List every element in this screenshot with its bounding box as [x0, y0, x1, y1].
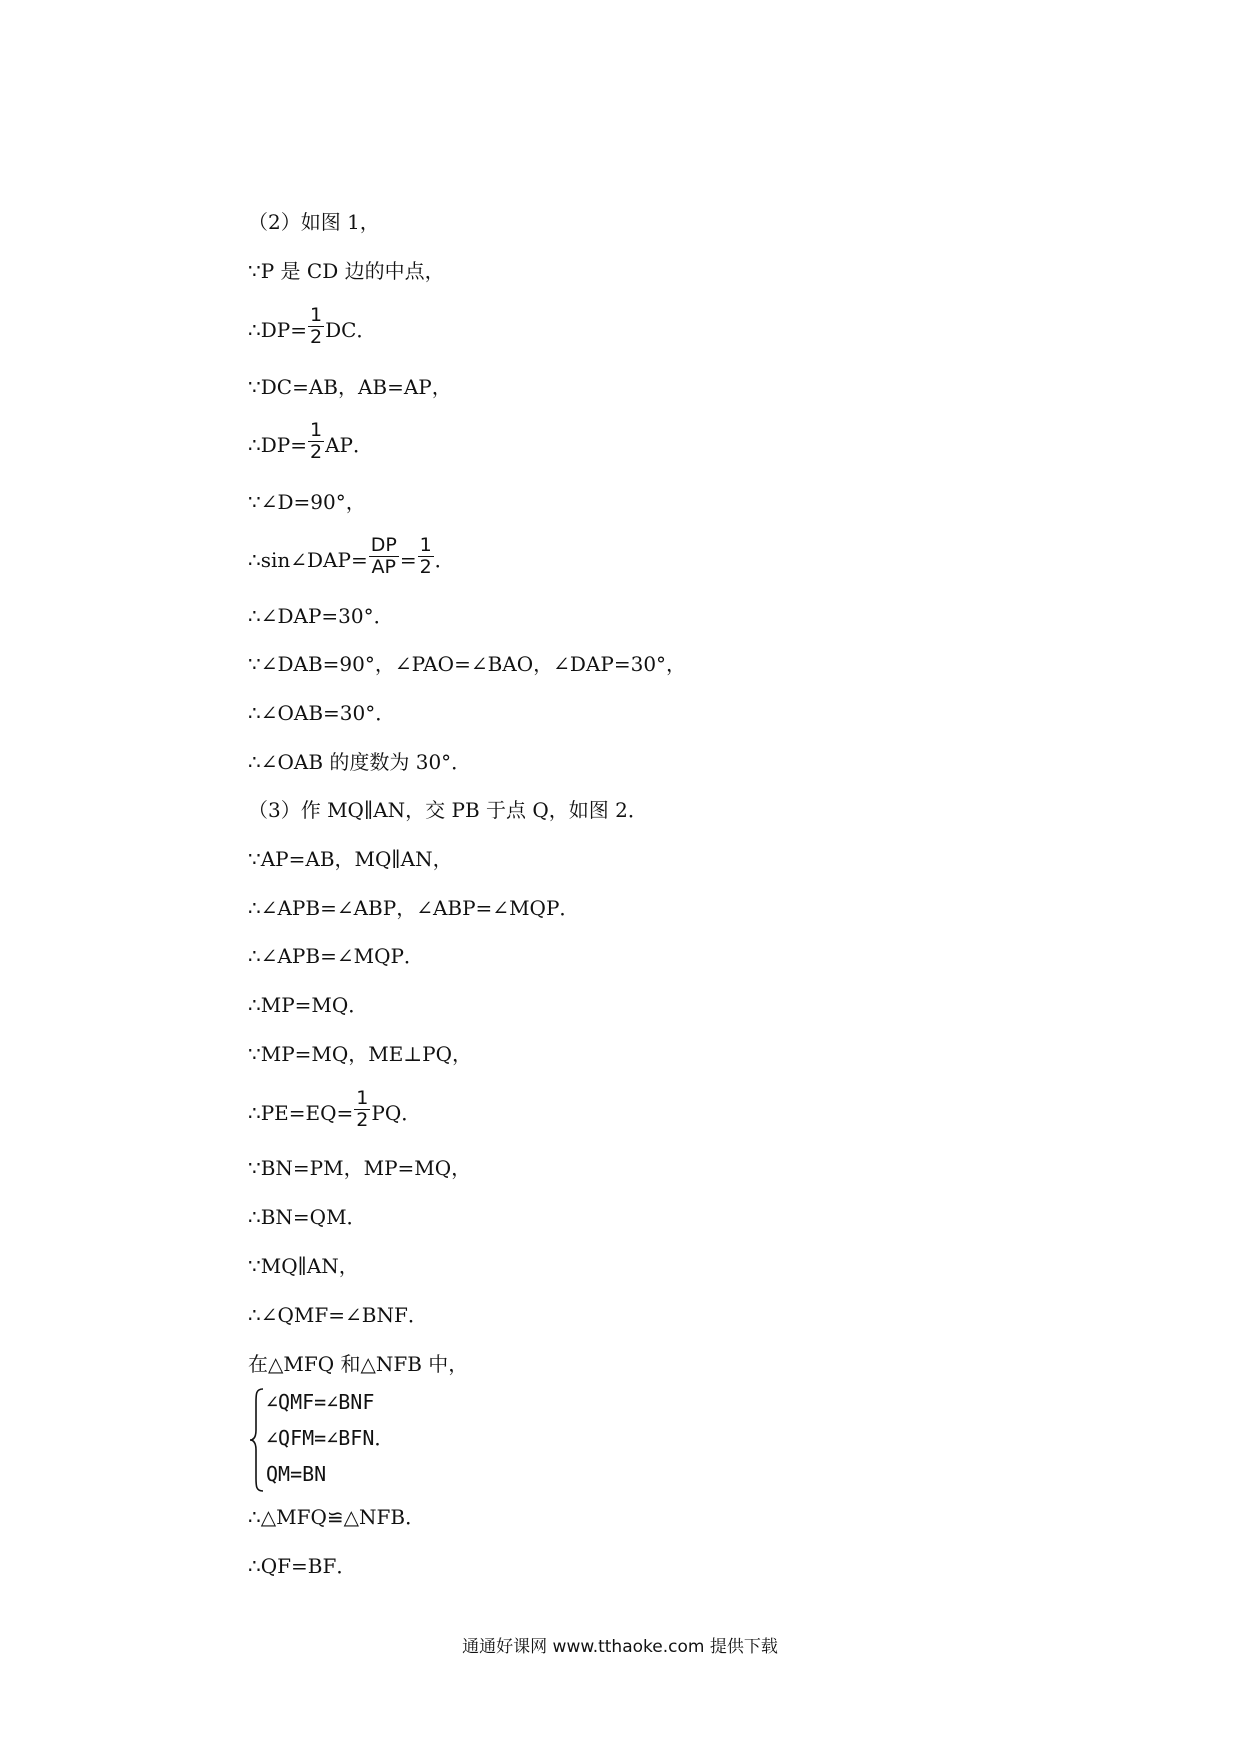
step-text: ∴sin∠DAP= — [248, 548, 368, 572]
step-line: ∵DC=AB，AB=AP， — [248, 375, 452, 399]
step-text: DC． — [325, 318, 377, 342]
step-line: ∴∠APB=∠ABP，∠ABP=∠MQP． — [248, 896, 580, 920]
part-2-heading: （2）如图 1， — [248, 210, 380, 234]
page-footer: 通通好课网 www.tthaoke.com 提供下载 — [462, 1637, 778, 1657]
fraction-numerator: 1 — [309, 419, 323, 441]
step-text: AP． — [325, 433, 373, 457]
step-line: ∴∠OAB=30°． — [248, 701, 396, 725]
fraction-numerator: 1 — [419, 534, 432, 556]
fraction — [418, 535, 434, 578]
left-brace-icon — [248, 1386, 266, 1494]
step-line: ∵MP=MQ，ME⊥PQ， — [248, 1042, 473, 1066]
step-line: ∵BN=PM，MP=MQ， — [248, 1156, 472, 1180]
step-line: ∴QF=BF． — [248, 1554, 357, 1578]
system-equation: ∠QFM=∠BFN． — [266, 1426, 395, 1450]
step-line: ∴△MFQ≌△NFB． — [248, 1505, 426, 1529]
fraction-numerator: 1 — [309, 304, 323, 326]
step-line: ∴∠APB=∠MQP． — [248, 944, 424, 968]
fraction-denominator: 2 — [309, 441, 323, 463]
fraction-denominator: 2 — [356, 1109, 369, 1131]
step-text: ∴DP= — [248, 433, 307, 457]
system-equation: QM=BN — [266, 1462, 327, 1486]
fraction — [354, 1088, 370, 1131]
system-equation: ∠QMF=∠BNF — [266, 1390, 375, 1414]
step-line: ∴sin∠DAP= $\frac{DP}{AP}$ = $\frac{1}{2}$ ． — [248, 534, 455, 578]
step-line: ∴MP=MQ． — [248, 993, 369, 1017]
fraction-numerator: 1 — [356, 1087, 369, 1109]
step-line: ∵∠D=90°， — [248, 490, 366, 514]
part-3-heading: （3）作 MQ∥AN，交 PB 于点 Q，如图 2． — [248, 798, 648, 822]
step-text: ∴PE=EQ= — [248, 1101, 354, 1125]
step-line: ∵∠DAB=90°，∠PAO=∠BAO，∠DAP=30°， — [248, 652, 687, 676]
step-text: PQ． — [371, 1101, 422, 1125]
fraction — [308, 420, 324, 463]
step-line: ∴∠OAB 的度数为 30°． — [248, 750, 472, 774]
step-line: ∵AP=AB，MQ∥AN， — [248, 847, 453, 871]
step-line: ∵P 是 CD 边的中点， — [248, 259, 445, 283]
step-line: ∴BN=QM． — [248, 1205, 367, 1229]
step-line — [248, 304, 377, 348]
fraction — [369, 535, 399, 578]
fraction — [308, 305, 324, 348]
step-line: ∴∠DAP=30°． — [248, 604, 394, 628]
step-line — [248, 1087, 422, 1131]
step-text: ． — [434, 548, 455, 572]
fraction-denominator: 2 — [419, 556, 432, 578]
fraction-denominator: AP — [371, 556, 396, 578]
step-line: ∴∠QMF=∠BNF． — [248, 1303, 428, 1327]
fraction-numerator: DP — [370, 534, 397, 556]
step-line: ∵MQ∥AN， — [248, 1254, 359, 1278]
step-text: ∴DP= — [248, 318, 307, 342]
step-line: 在△MFQ 和△NFB 中， — [248, 1352, 469, 1376]
step-line — [248, 419, 373, 463]
equation-system — [248, 1386, 488, 1494]
fraction-denominator: 2 — [309, 326, 323, 348]
